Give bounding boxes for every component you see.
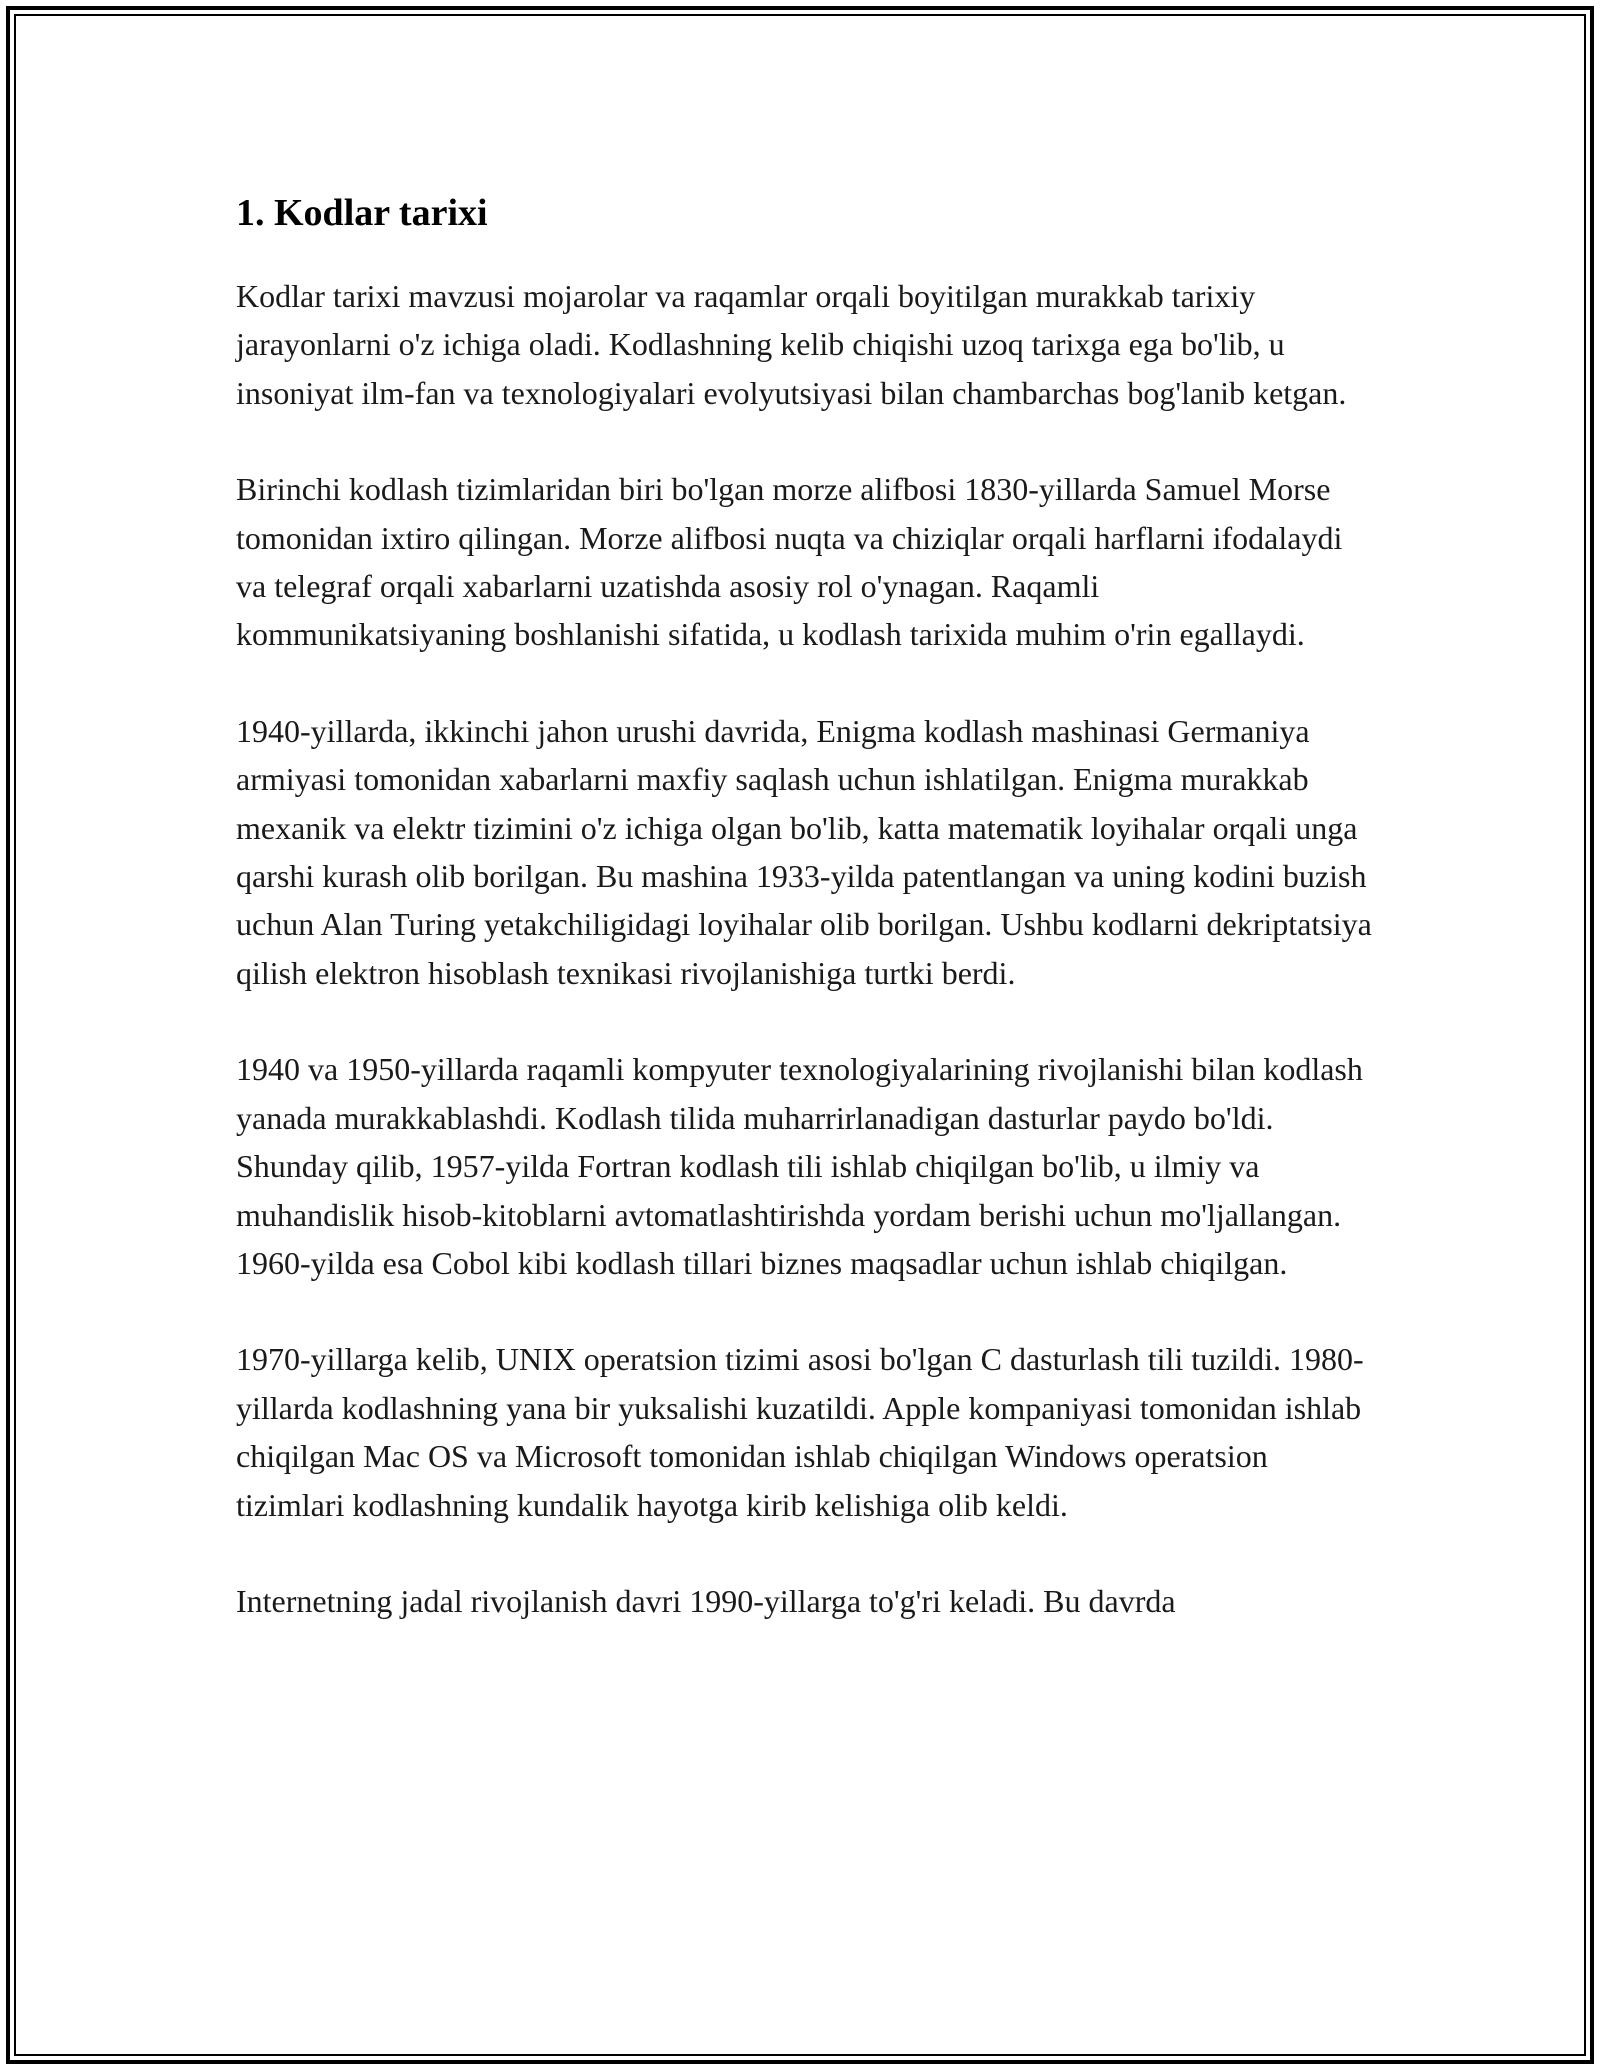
document-body xyxy=(236,186,1376,1673)
paragraph-unix-c: 1970-yillarga kelib, UNIX operatsion tizimi asosi bo'lgan C dasturlash tili tuzildi. 1980-yillarda kodlashning yana bir yuksalishi kuzatildi. Apple kompaniyasi tomonidan ishlab chiqilgan Mac OS va Microsoft tomonidan ishlab chiqilgan Windows operatsion tizimlari kodlashning kundalik hayotga kirib kelishiga olib keldi. xyxy=(236,1341,1364,1523)
paragraph-intro: Kodlar tarixi mavzusi mojarolar va raqamlar orqali boyitilgan murakkab tarixiy jarayonlarni o'z ichiga oladi. Kodlashning kelib chiqishi uzoq tarixga ega bo'lib, u insoniyat ilm-fan va texnologiyalari evolyutsiyasi bilan chambarchas bog'lanib ketgan. xyxy=(236,278,1347,411)
paragraph-enigma: 1940-yillarda, ikkinchi jahon urushi davrida, Enigma kodlash mashinasi Germaniya armiyasi tomonidan xabarlarni maxfiy saqlash uchun ishlatilgan. Enigma murakkab mexanik va elektr tizimini o'z ichiga olgan bo'lib, katta matematik loyihalar orqali unga qarshi kurash olib borilgan. Bu mashina 1933-yilda patentlangan va uning kodini buzish uchun Alan Turing yetakchiligidagi loyihalar olib borilgan. Ushbu kodlarni dekriptatsiya qilish elektron hisoblash texnikasi rivojlanishiga turtki berdi. xyxy=(236,712,1372,991)
paragraph-fortran-cobol: 1940 va 1950-yillarda raqamli kompyuter texnologiyalarining rivojlanishi bilan kodlash yanada murakkablashdi. Kodlash tilida muharrirlanadigan dasturlar paydo bo'ldi. Shunday qilib, 1957-yilda Fortran kodlash tili ishlab chiqilgan bo'lib, u ilmiy va muhandislik hisob-kitoblarni avtomatlashtirishda yordam berishi uchun mo'ljallangan. 1960-yilda esa Cobol kibi kodlash tillari biznes maqsadlar uchun ishlab chiqilgan. xyxy=(236,1051,1363,1281)
section-heading: 1. Kodlar tarixi xyxy=(236,192,488,234)
paragraph-internet: Internetning jadal rivojlanish davri 1990-yillarga to'g'ri keladi. Bu davrda xyxy=(236,1582,1176,1619)
paragraph-morse: Birinchi kodlash tizimlaridan biri bo'lgan morze alifbosi 1830-yillarda Samuel Morse tomonidan ixtiro qilingan. Morze alifbosi nuqta va chiziqlar orqali harflarni ifodalaydi va telegraf orqali xabarlarni uzatishda asosiy rol o'ynagan. Raqamli kommunikatsiyaning boshlanishi sifatida, u kodlash tarixida muhim o'rin egallaydi. xyxy=(236,471,1343,653)
